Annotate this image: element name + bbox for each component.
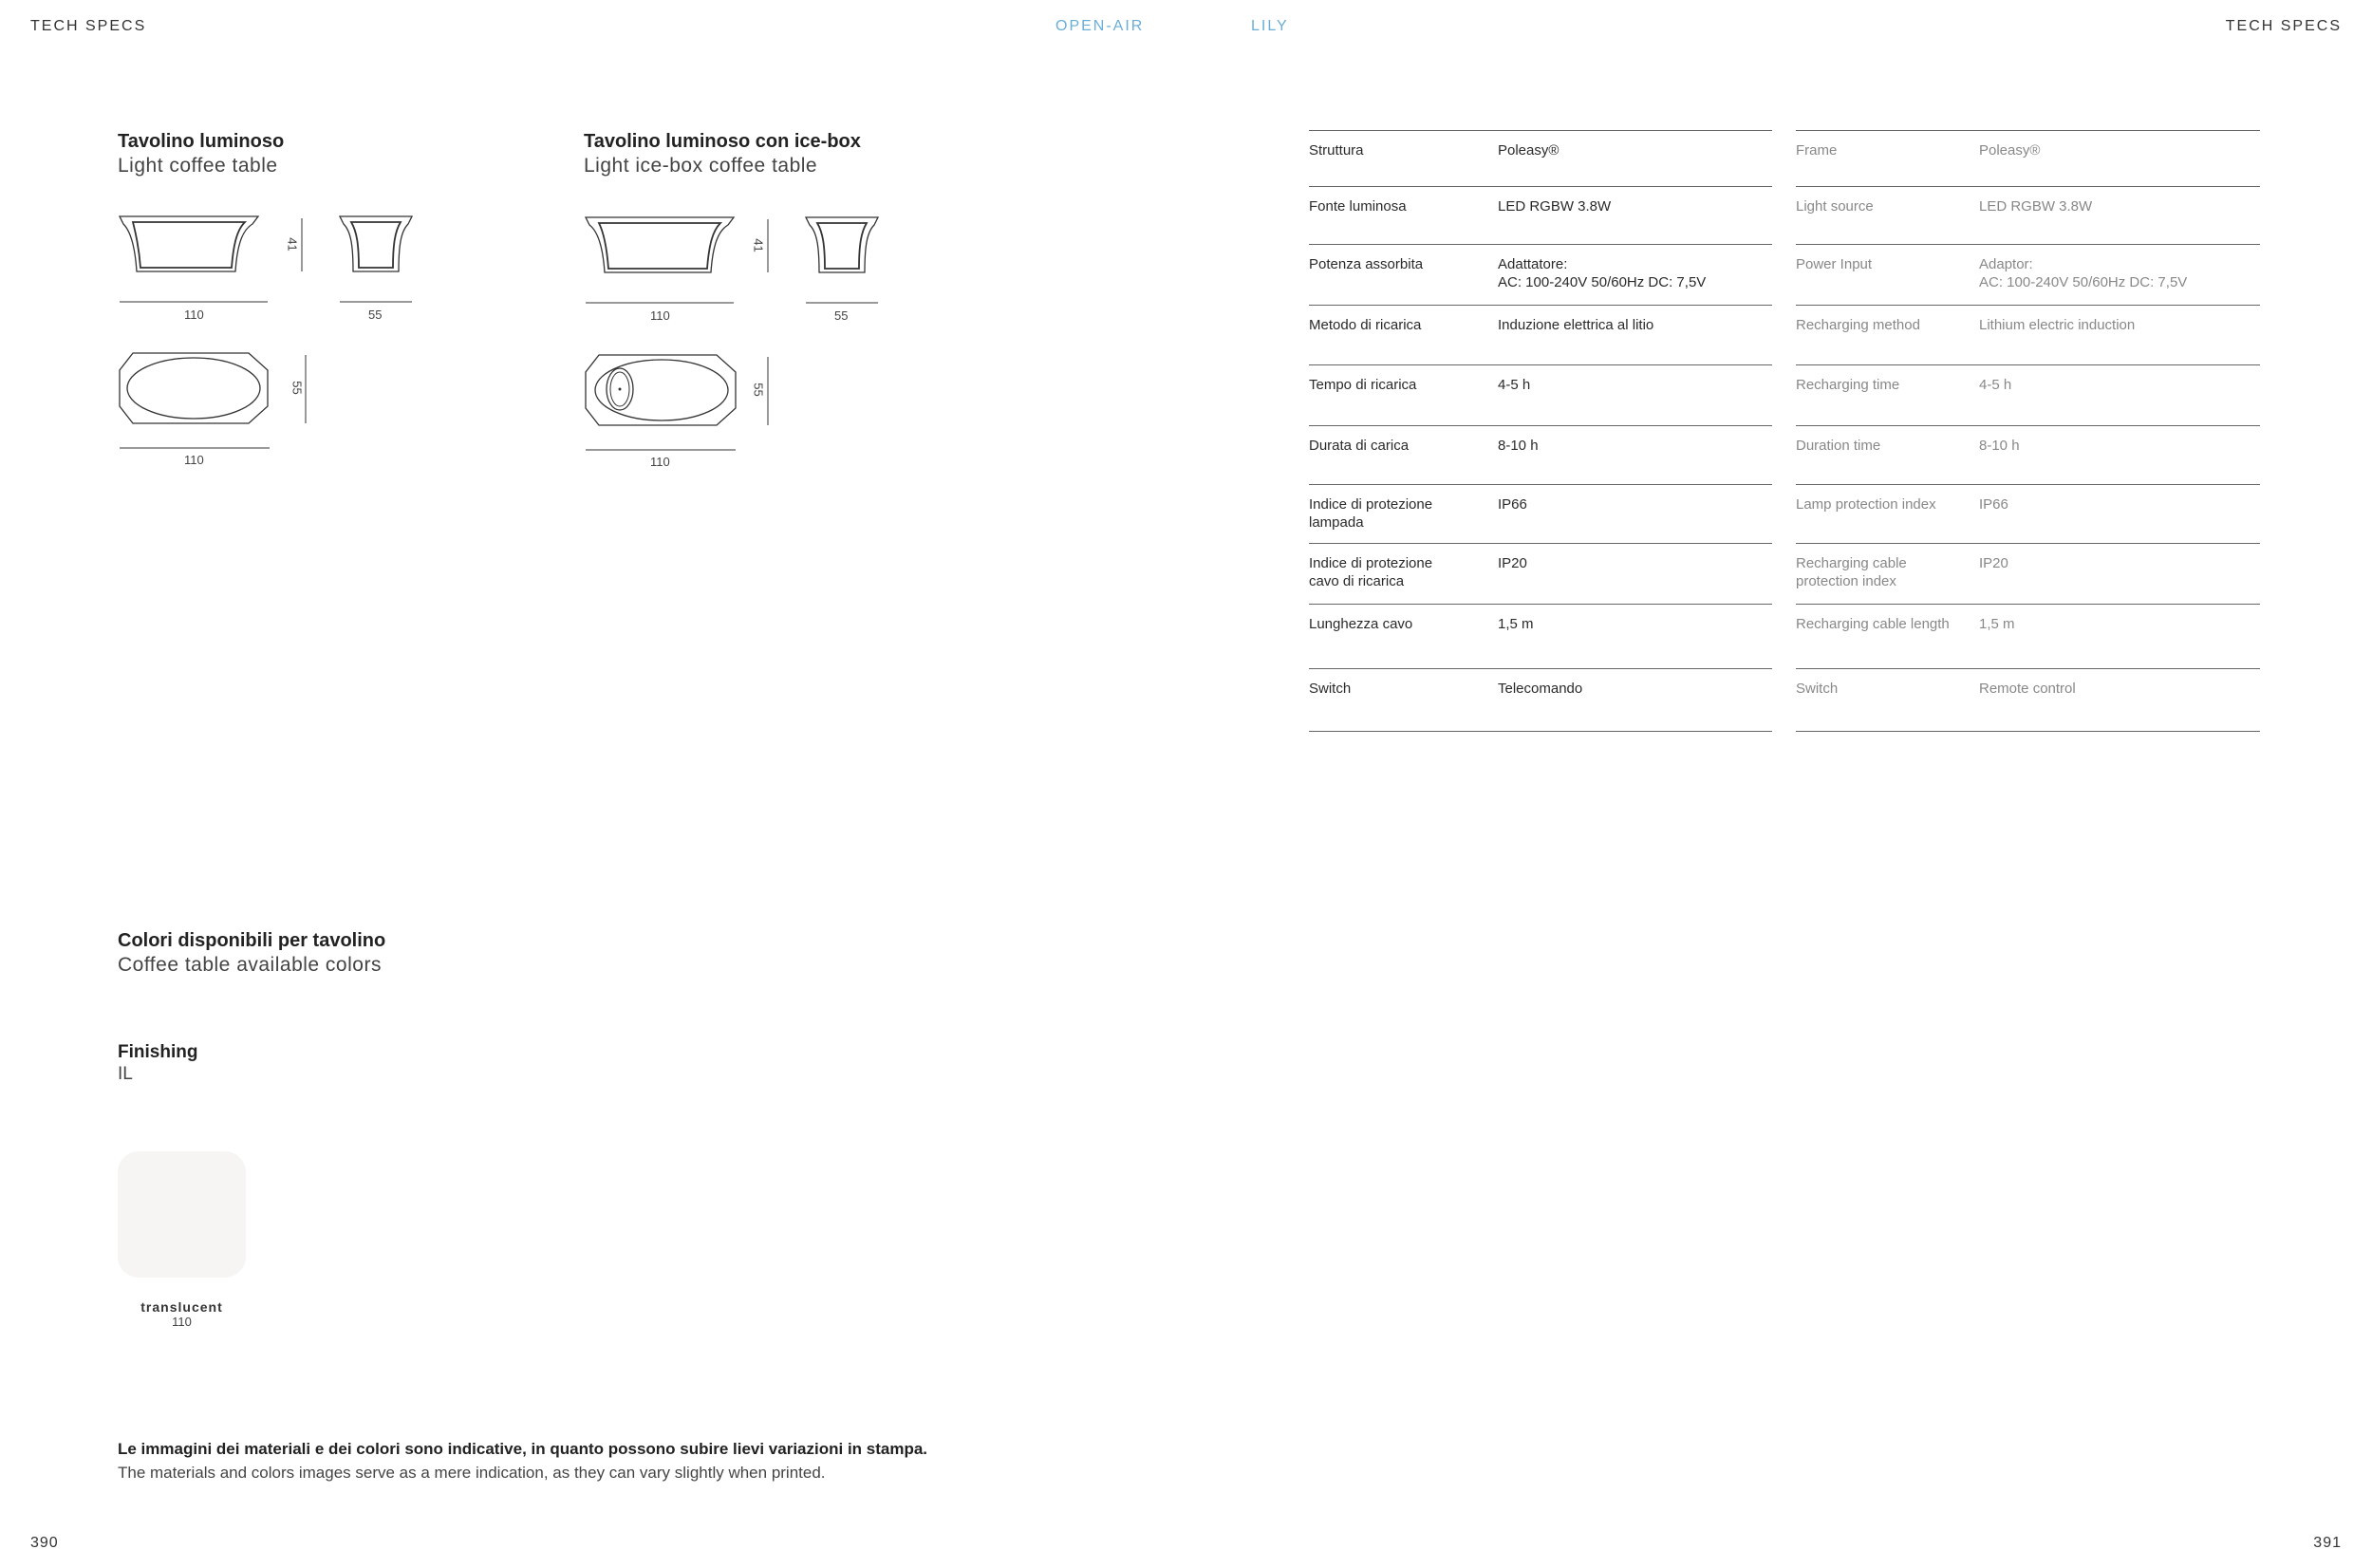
spec-table-italian xyxy=(1309,130,1772,737)
swatch-code: 110 xyxy=(172,1315,192,1329)
product-2-top-width-dim: 110 xyxy=(650,455,670,469)
spec-value: 8-10 h xyxy=(1498,438,1539,454)
table-rule xyxy=(1796,484,2260,485)
spec-label: Recharging cable length xyxy=(1796,616,1950,632)
table-rule xyxy=(1309,305,1772,306)
nav-category-link[interactable]: OPEN-AIR xyxy=(1055,18,1145,34)
spec-label: Potenza assorbita xyxy=(1309,256,1424,272)
table-rule xyxy=(1796,364,2260,365)
spec-label: Recharging method xyxy=(1796,317,1920,333)
spec-value: Remote control xyxy=(1979,681,2076,697)
spec-label: Lunghezza cavo xyxy=(1309,616,1413,632)
product-2-title-en: Light ice-box coffee table xyxy=(584,155,818,177)
spec-value: IP20 xyxy=(1979,555,2008,571)
spec-value: Telecomando xyxy=(1498,681,1583,697)
spec-value: Poleasy® xyxy=(1498,142,1560,159)
table-rule xyxy=(1796,130,2260,131)
spec-label: Lamp protection index xyxy=(1796,496,1936,513)
product-1-side-width-dim: 55 xyxy=(368,308,383,322)
spec-value: Adaptor: AC: 100-240V 50/60Hz DC: 7,5V xyxy=(1979,256,2188,290)
spec-label: Switch xyxy=(1796,681,1839,697)
colors-title-en: Coffee table available colors xyxy=(118,954,382,976)
spec-value: 8-10 h xyxy=(1979,438,2020,454)
spec-value: IP66 xyxy=(1979,496,2008,513)
spec-label: Frame xyxy=(1796,142,1838,159)
spec-label: Duration time xyxy=(1796,438,1881,454)
color-swatch-translucent[interactable] xyxy=(118,1151,246,1278)
table-rule xyxy=(1309,244,1772,245)
disclaimer-it: Le immagini dei materiali e dei colori sono indicative, in quanto possono subire lievi variazioni in stampa. xyxy=(118,1440,928,1458)
table-rule xyxy=(1796,425,2260,426)
table-rule xyxy=(1796,244,2260,245)
table-rule xyxy=(1309,604,1772,605)
product-1-front-width-dim: 110 xyxy=(184,308,204,322)
spec-value: Poleasy® xyxy=(1979,142,2041,159)
spec-label: Metodo di ricarica xyxy=(1309,317,1422,333)
spec-value: LED RGBW 3.8W xyxy=(1979,198,2093,215)
finishing-label: Finishing xyxy=(118,1042,198,1062)
table-rule xyxy=(1796,543,2260,544)
product-2-side-width-dim: 55 xyxy=(834,308,849,323)
spec-value: IP20 xyxy=(1498,555,1527,571)
spec-label: Struttura xyxy=(1309,142,1364,159)
table-rule xyxy=(1796,186,2260,187)
spec-value: 1,5 m xyxy=(1979,616,2015,632)
product-2-title-it: Tavolino luminoso con ice-box xyxy=(584,131,861,152)
spec-value: Induzione elettrica al litio xyxy=(1498,317,1654,333)
product-1-top-view xyxy=(118,351,327,451)
spec-value: 4-5 h xyxy=(1979,377,2012,393)
page-number-left: 390 xyxy=(30,1535,59,1551)
spec-value: LED RGBW 3.8W xyxy=(1498,198,1612,215)
product-1-title-en: Light coffee table xyxy=(118,155,278,177)
table-rule xyxy=(1796,305,2260,306)
finishing-code: IL xyxy=(118,1064,133,1084)
spec-label: Fonte luminosa xyxy=(1309,198,1407,215)
table-rule xyxy=(1309,484,1772,485)
colors-title-it: Colori disponibili per tavolino xyxy=(118,930,386,951)
spec-label: Recharging cable protection index xyxy=(1796,555,1907,589)
table-rule xyxy=(1309,543,1772,544)
product-1-top-width-dim: 110 xyxy=(184,453,204,467)
spec-label: Recharging time xyxy=(1796,377,1900,393)
spec-table-english xyxy=(1796,130,2260,737)
swatch-name: translucent xyxy=(140,1299,223,1315)
table-rule xyxy=(1309,130,1772,131)
product-2-top-depth-dim: 55 xyxy=(751,383,766,397)
table-rule xyxy=(1309,364,1772,365)
spec-label: Indice di protezione lampada xyxy=(1309,496,1433,531)
product-1-title-it: Tavolino luminoso xyxy=(118,131,285,152)
table-rule xyxy=(1309,425,1772,426)
product-2-side-view xyxy=(804,215,880,306)
product-1-height-dim: 41 xyxy=(285,237,300,252)
spec-label: Power Input xyxy=(1796,256,1873,272)
table-rule xyxy=(1796,668,2260,669)
header-right-label: TECH SPECS xyxy=(2225,18,2342,34)
table-rule xyxy=(1309,668,1772,669)
table-rule xyxy=(1796,731,2260,732)
spec-label: Indice di protezione cavo di ricarica xyxy=(1309,555,1433,589)
nav-product-link[interactable]: LILY xyxy=(1251,18,1289,34)
table-rule xyxy=(1796,604,2260,605)
spec-value: 1,5 m xyxy=(1498,616,1534,632)
spec-label: Switch xyxy=(1309,681,1352,697)
product-1-front-view xyxy=(118,215,327,324)
spec-label: Durata di carica xyxy=(1309,438,1410,454)
header-left-label: TECH SPECS xyxy=(30,18,147,34)
spec-value: Adattatore: AC: 100-240V 50/60Hz DC: 7,5V xyxy=(1498,256,1707,290)
product-2-front-view xyxy=(584,215,793,325)
product-2-height-dim: 41 xyxy=(751,238,766,252)
spec-value: 4-5 h xyxy=(1498,377,1531,393)
spec-label: Light source xyxy=(1796,198,1874,215)
table-rule xyxy=(1309,731,1772,732)
spec-value: IP66 xyxy=(1498,496,1527,513)
disclaimer-en: The materials and colors images serve as a mere indication, as they can vary slightly when printed. xyxy=(118,1464,826,1482)
table-rule xyxy=(1309,186,1772,187)
product-2-top-view xyxy=(584,353,793,453)
product-1-top-depth-dim: 55 xyxy=(289,381,305,395)
spec-value: Lithium electric induction xyxy=(1979,317,2136,333)
spec-label: Tempo di ricarica xyxy=(1309,377,1417,393)
product-2-front-width-dim: 110 xyxy=(650,308,670,323)
product-1-side-view xyxy=(338,215,414,305)
page-number-right: 391 xyxy=(2313,1535,2342,1551)
